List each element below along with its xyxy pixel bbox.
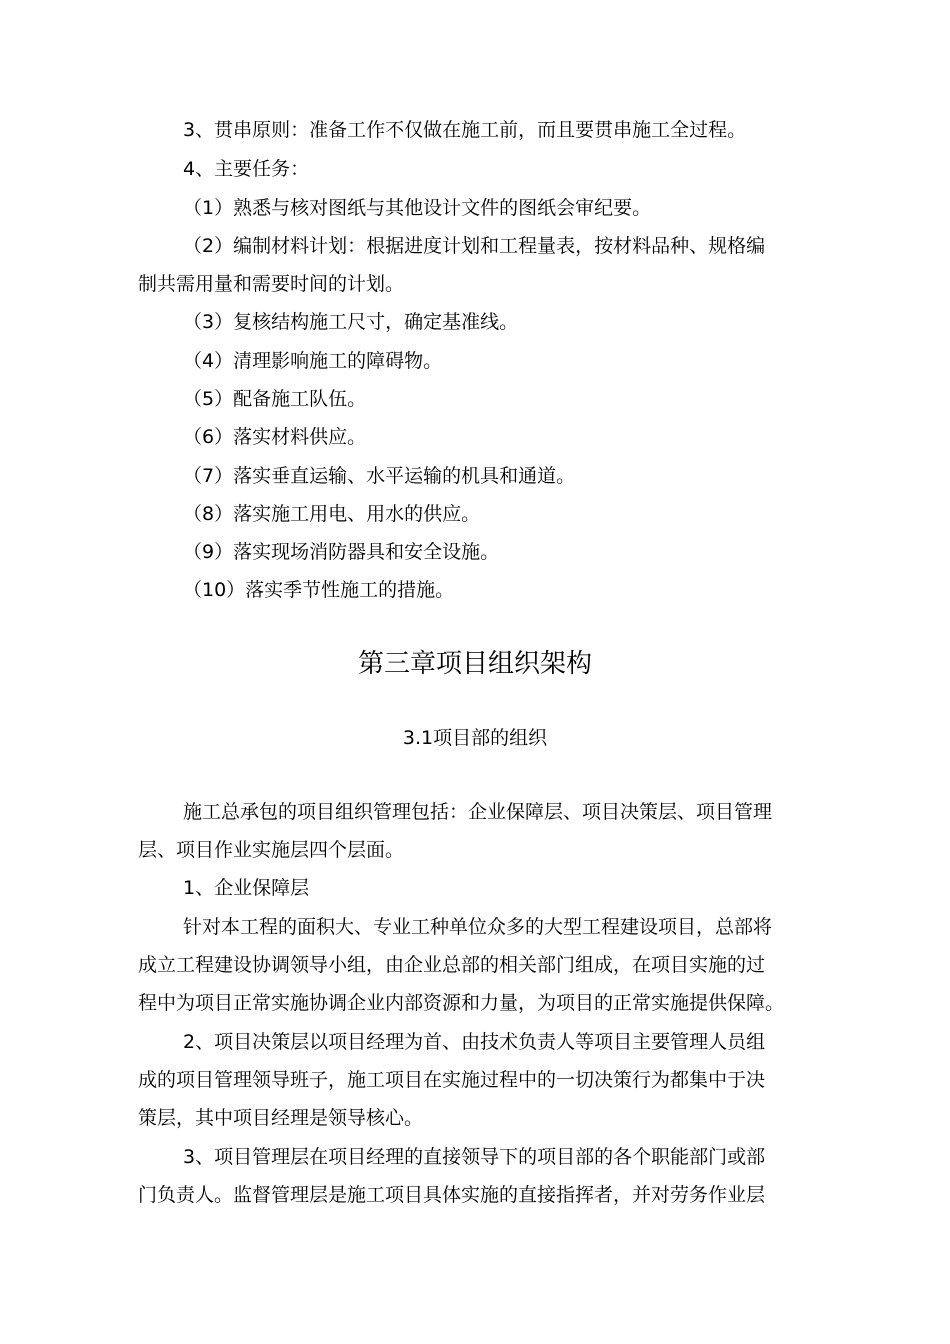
body-line: 程中为项目正常实施协调企业内部资源和力量，为项目的正常实施提供保障。: [138, 992, 785, 1014]
principle-line: 3、贯串原则：准备工作不仅做在施工前，而且要贯串施工全过程。: [183, 119, 747, 141]
task-item-10: （10）落实季节性施工的措施。: [183, 579, 455, 601]
section-title: 3.1项目部的组织: [402, 727, 548, 749]
task-item-7: （7）落实垂直运输、水平运输的机具和通道。: [183, 465, 576, 487]
body-line: 成的项目管理领导班子，施工项目在实施过程中的一切决策行为都集中于决: [138, 1069, 766, 1091]
body-line: 3、项目管理层在项目经理的直接领导下的项目部的各个职能部门或部: [183, 1146, 766, 1168]
body-line: 针对本工程的面积大、专业工种单位众多的大型工程建设项目，总部将: [183, 916, 773, 938]
body-line: 成立工程建设协调领导小组，由企业总部的相关部门组成，在项目实施的过: [138, 954, 766, 976]
task-item-2: （2）编制材料计划：根据进度计划和工程量表，按材料品种、规格编: [183, 235, 766, 257]
task-item-9: （9）落实现场消防器具和安全设施。: [183, 541, 500, 563]
body-line: 层、项目作业实施层四个层面。: [138, 839, 405, 861]
task-item-1: （1）熟悉与核对图纸与其他设计文件的图纸会审纪要。: [183, 197, 652, 219]
task-item-6: （6）落实材料供应。: [183, 426, 367, 448]
chapter-title: 第三章项目组织架构: [357, 649, 592, 679]
body-line: 策层，其中项目经理是领导核心。: [138, 1107, 424, 1129]
main-tasks-heading: 4、主要任务：: [183, 158, 310, 180]
task-item-2-continued: 制共需用量和需要时间的计划。: [138, 273, 405, 295]
task-item-5: （5）配备施工队伍。: [183, 388, 367, 410]
body-line: 施工总承包的项目组织管理包括：企业保障层、项目决策层、项目管理: [183, 801, 773, 823]
body-line: 2、项目决策层以项目经理为首、由技术负责人等项目主要管理人员组: [183, 1031, 766, 1053]
task-item-8: （8）落实施工用电、用水的供应。: [183, 503, 481, 525]
task-item-3: （3）复核结构施工尺寸，确定基准线。: [183, 311, 519, 333]
body-line: 1、企业保障层: [183, 877, 310, 899]
body-line: 门负责人。监督管理层是施工项目具体实施的直接指挥者，并对劳务作业层: [138, 1184, 766, 1206]
task-item-4: （4）清理影响施工的障碍物。: [183, 350, 443, 372]
